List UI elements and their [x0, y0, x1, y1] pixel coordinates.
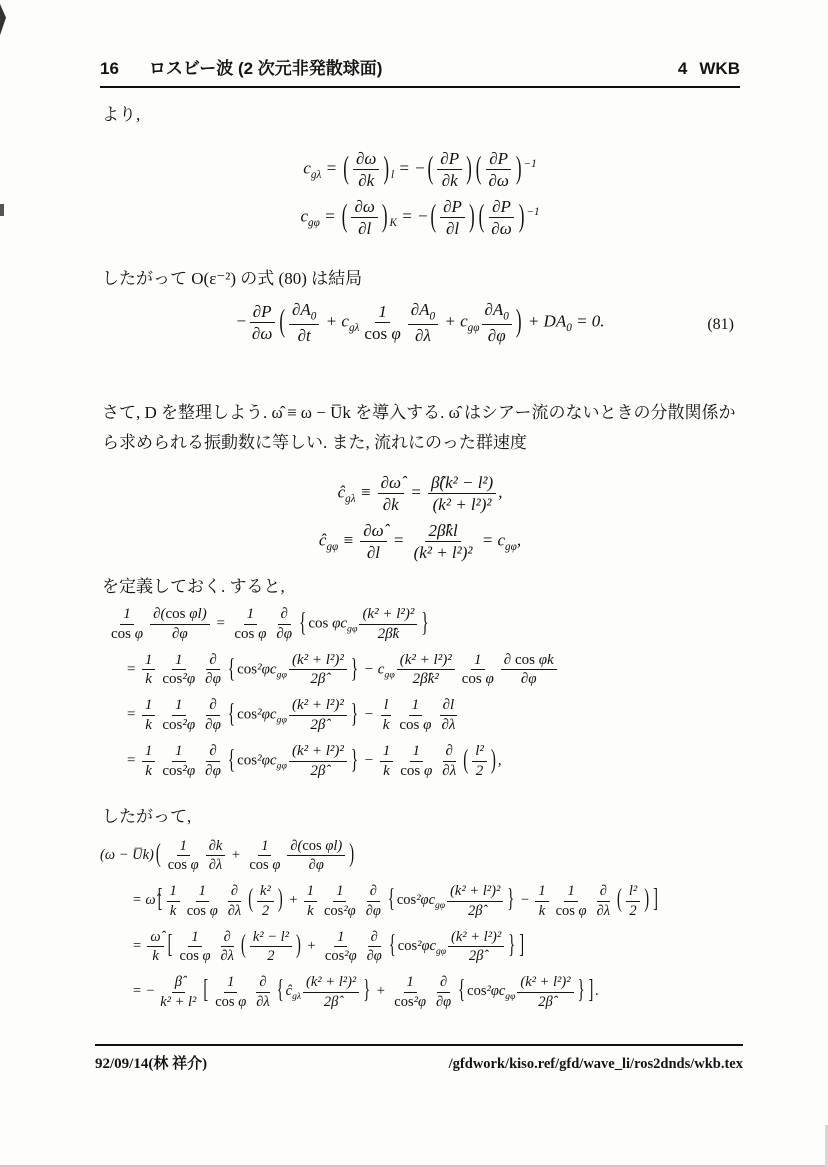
- cosphi-expansion-line-1: $\frac{1}{\text{cos φ}}$ $\frac{\text{∂(cos φl)}}{\partial\varphi}$ = $\frac{1}{\text{cos φ}}$ $\frac{\partial}{\partial\varphi}$ { $\cos \varphi c_{g\varphi}$ $\frac{\text{(k² + l²)²}}{2\betâk}$ }: [111, 606, 429, 642]
- footer-date-author: 92/09/14(林 祥介): [95, 1056, 208, 1072]
- final-expansion-line-1: (ω − U̅k) ( $\frac{1}{\text{cos φ}}$ $\frac{\partial k}{\partial\lambda}$ + $\frac{1}{\text{cos φ}}$ $\frac{\text{∂(cos φl)}}{\partial\varphi}$ ): [100, 838, 355, 874]
- paragraph-define-omega-hat: さて, D を整理しよう. ω̂ ≡ ω − U̅k を導入する. ω̂ はシアー流のないときの分散関係から求められる振動数に等しい. また, 流れにのった群速度: [102, 403, 736, 452]
- header-section-number: 4: [677, 59, 688, 78]
- equation-cg-lambda: $c_{g\lambda}$ = ( $\frac{\partial\omega}{\partial k}$ ) $_l$ = − ( $\frac{\partial P}{\partial k}$ ) ( $\frac{\partial P}{\partial\omega}$ ) $^{-1}$: [303, 149, 537, 191]
- equation-81: − $\frac{\partial P}{\partial\omega}$ ( $\frac{\partial A_0}{\partial t}$ + $c_{g\lambda}$ $\frac{1}{\text{cos φ}}$ $\frac{\partial A_0}{\partial\lambda}$ + $c_{g\varphi}$ $\frac{\partial A_0}{\partial\varphi}$ ) + $DA_0 = 0$.: [235, 300, 605, 345]
- footer-file-path: /gfdwork/kiso.ref/gfd/wave_li/ros2dnds/wkb.tex: [448, 1056, 743, 1072]
- final-expansion-line-2: = ω̂ [ $\frac{1}{k}$ $\frac{1}{\text{cos φ}}$ $\frac{\partial}{\partial\lambda}$ ( $\frac{\text{k²}}{2}$ ) + $\frac{1}{k}$ $\frac{1}{\text{cos²φ}}$ $\frac{\partial}{\partial\varphi}$ { $\cos^2\varphi c_{g\varphi}$ $\frac{\text{(k² + l²)²}}{2\betâ}$ } − $\frac{1}{k}$ $\frac{1}{\text{cos φ}}$ $\frac{\partial}{\partial\lambda}$ ( $\frac{\text{l²}}{2}$ ) ]: [132, 883, 658, 919]
- header-running-title: ロスビー波 (2 次元非発散球面): [148, 59, 383, 78]
- cosphi-expansion-line-3: = $\frac{1}{k}$ $\frac{1}{\text{cos²φ}}$ $\frac{\partial}{\partial\varphi}$ { $\cos^2\varphi c_{g\varphi}$ $\frac{\text{(k² + l²)²}}{2\betâ}$ } − $\frac{l}{k}$ $\frac{1}{\text{cos φ}}$ $\frac{\partial l}{\partial\lambda}$: [126, 697, 456, 733]
- paragraph-define-then: を定義しておく. すると,: [102, 577, 285, 596]
- cosphi-expansion-line-2: = $\frac{1}{k}$ $\frac{1}{\text{cos²φ}}$ $\frac{\partial}{\partial\varphi}$ { $\cos^2\varphi c_{g\varphi}$ $\frac{\text{(k² + l²)²}}{2\betâ}$ } − $c_{g\varphi}$ $\frac{\text{(k² + l²)²}}{\text{2β̂k²}}$ $\frac{1}{\text{cos φ}}$ $\frac{\text{∂ cos φk}}{\partial\varphi}$: [126, 652, 800, 689]
- equation-block-group-velocity: [100, 142, 740, 245]
- equation-block-cosphi-expansion: [100, 606, 800, 788]
- paragraph-shitagatte: したがって,: [102, 807, 192, 826]
- page-header: [100, 54, 740, 88]
- equation-block-final-expansion: [100, 838, 812, 1020]
- equation-cg-hat-phi: $ĉ_{g\varphi}$ ≡ $\frac{\partial\omegâ}{\partial l}$ = $\frac{2\betâkl}{\text{(k² + l²)²}}$ = $c_{g\varphi}$,: [318, 521, 522, 563]
- cosphi-expansion-line-4: = $\frac{1}{k}$ $\frac{1}{\text{cos²φ}}$ $\frac{\partial}{\partial\varphi}$ { $\cos^2\varphi c_{g\varphi}$ $\frac{\text{(k² + l²)²}}{2\betâ}$ } − $\frac{1}{k}$ $\frac{1}{\text{cos φ}}$ $\frac{\partial}{\partial\lambda}$ ( $\frac{\text{l²}}{2}$ ) ,: [126, 742, 502, 779]
- scan-artifact: [0, 4, 6, 38]
- equation-81-row: [100, 300, 740, 345]
- header-section-title: WKB: [699, 59, 740, 78]
- final-expansion-line-3: = $\frac{\omegâ}{k}$ [ $\frac{1}{\text{cos φ}}$ $\frac{\partial}{\partial\lambda}$ ( $\frac{\text{k² − l²}}{2}$ ) + $\frac{1}{\text{cos²φ}}$ $\frac{\partial}{\partial\varphi}$ { $\cos^2\varphi c_{g\varphi}$ $\frac{\text{(k² + l²)²}}{2\betâ}$ } ]: [132, 928, 525, 965]
- scan-artifact: [0, 204, 4, 216]
- equation-cg-hat-lambda: $ĉ_{g\lambda}$ ≡ $\frac{\partial\omegâ}{\partial k}$ = $\frac{\text{β̂(k² − l²)}}{\text{(k² + l²)²}}$ ,: [337, 473, 503, 515]
- paragraph-therefore-eq80: したがって O(ε⁻²) の式 (80) は結局: [102, 269, 363, 288]
- page-footer: [95, 1044, 743, 1073]
- equation-cg-phi: $c_{g\varphi}$ = ( $\frac{\partial\omega}{\partial l}$ ) $_K$ = − ( $\frac{\partial P}{\partial l}$ ) ( $\frac{\partial P}{\partial\omega}$ ) $^{-1}$: [300, 197, 540, 239]
- equation-number-81: (81): [707, 316, 734, 333]
- equation-block-intrinsic-group-velocity: [100, 466, 740, 569]
- paragraph-yori: より,: [102, 105, 141, 124]
- header-page-number: 16: [100, 59, 119, 78]
- final-expansion-line-4: = − $\frac{\betâ}{\text{k² + l²}}$ [ $\frac{1}{\text{cos φ}}$ $\frac{\partial}{\partial\lambda}$ { $ĉ_{g\lambda}$ $\frac{\text{(k² + l²)²}}{2\betâ}$ } + $\frac{1}{\text{cos²φ}}$ $\frac{\partial}{\partial\varphi}$ { $\cos^2\varphi c_{g\varphi}$ $\frac{\text{(k² + l²)²}}{2\betâ}$ } ] .: [132, 974, 600, 1010]
